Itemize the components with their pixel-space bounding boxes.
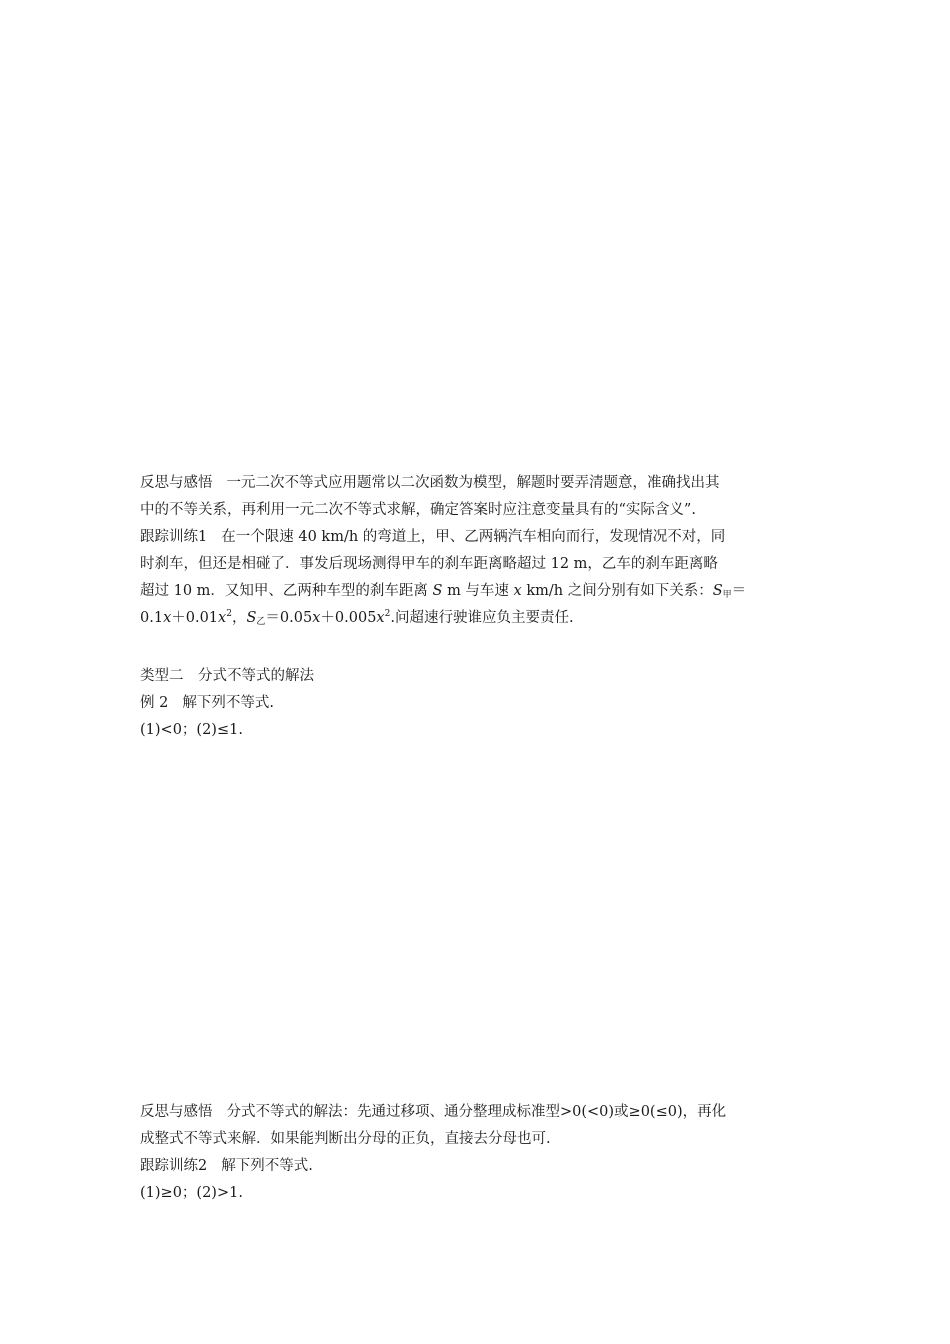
exponent: 2 xyxy=(384,609,391,619)
reflection-text: 一元二次不等式应用题常以二次函数为模型，解题时要弄清题意，准确找出其 xyxy=(226,475,720,491)
formula-text: 0.1 xyxy=(140,610,164,626)
equals-sign: ＝ xyxy=(731,583,747,599)
reflection-label: 反思与感悟 xyxy=(140,475,213,491)
training-text: 超过 10 m．又知甲、乙两种车型的刹车距离 xyxy=(140,583,433,599)
training-text: 在一个限速 40 km/h 的弯道上，甲、乙两辆汽车相向而行，发现情况不对，同 xyxy=(221,529,726,545)
reflection-line xyxy=(140,1099,812,1126)
training-line xyxy=(140,578,812,605)
training-text: km/h 之间分别有如下关系： xyxy=(521,583,713,599)
training-text: 时刹车，但还是相碰了．事发后现场测得甲车的刹车距离略超过 12 m，乙车的刹车距离略 xyxy=(140,556,718,572)
variable-s: S xyxy=(712,583,723,599)
subscript-yi: 乙 xyxy=(256,617,266,627)
variable-x: x xyxy=(218,610,227,626)
variable-s: S xyxy=(246,610,257,626)
reflection-label: 反思与感悟 xyxy=(140,1104,213,1120)
reflection-paragraph-2 xyxy=(140,1099,812,1207)
formula-text: ＋0.01 xyxy=(171,610,219,626)
variable-s: S xyxy=(432,583,443,599)
reflection-line xyxy=(140,470,812,497)
example-text: 解下列不等式. xyxy=(182,695,274,711)
training-line xyxy=(140,551,812,578)
example-label: 例 2 xyxy=(140,695,169,711)
reflection-line xyxy=(140,1126,812,1153)
formula-text: ＋0.005 xyxy=(320,610,377,626)
variable-x: x xyxy=(312,610,321,626)
separator: ， xyxy=(231,610,247,626)
example-line xyxy=(140,690,812,717)
subscript-jia: 甲 xyxy=(722,590,732,600)
training-line xyxy=(140,1153,812,1180)
variable-x: x xyxy=(163,610,172,626)
training-line xyxy=(140,524,812,551)
reflection-line xyxy=(140,497,812,524)
reflection-paragraph-1 xyxy=(140,470,812,524)
variable-x: x xyxy=(376,610,385,626)
training-label: 跟踪训练2 xyxy=(140,1158,208,1174)
exponent: 2 xyxy=(226,609,232,619)
training-paragraph-1 xyxy=(140,524,812,632)
training-text: m 与车速 xyxy=(442,583,514,599)
reflection-text: 成整式不等式来解．如果能判断出分母的正负，直接去分母也可. xyxy=(140,1131,551,1147)
example-items: (1)<0；(2)≤1. xyxy=(140,722,243,738)
training-line xyxy=(140,605,812,632)
training-text: 解下列不等式. xyxy=(221,1158,313,1174)
training-text: .问超速行驶谁应负主要责任. xyxy=(390,610,574,626)
variable-x: x xyxy=(513,583,522,599)
training-items: (1)≥0；(2)>1. xyxy=(140,1185,243,1201)
training-label: 跟踪训练1 xyxy=(140,529,208,545)
reflection-text: 中的不等关系，再利用一元二次不等式求解，确定答案时应注意变量具有的“实际含义”. xyxy=(140,502,696,518)
formula-text: ＝0.05 xyxy=(265,610,313,626)
reflection-text: 分式不等式的解法：先通过移项、通分整理成标准型>0(<0)或≥0(≤0)，再化 xyxy=(226,1104,727,1120)
section-type-two xyxy=(140,663,812,744)
section-heading: 类型二 分式不等式的解法 xyxy=(140,668,314,684)
